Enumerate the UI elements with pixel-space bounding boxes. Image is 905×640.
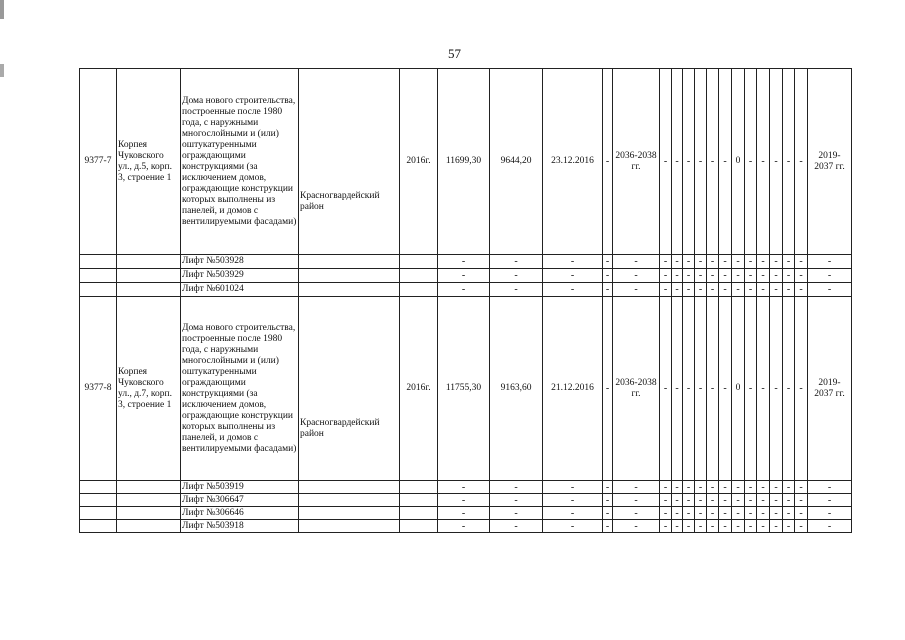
building-district: Красногвардейский район xyxy=(299,69,400,255)
lift-label: Лифт №306646 xyxy=(181,507,299,520)
dash-cell: - xyxy=(490,481,543,494)
zero-value: 0 xyxy=(732,69,745,255)
dash-cell: - xyxy=(683,69,695,255)
dash-cell: - xyxy=(795,255,808,269)
dash-cell: - xyxy=(783,255,795,269)
building-year: 2016г. xyxy=(400,297,438,481)
dash-cell: - xyxy=(707,520,719,533)
building-type: Дома нового строительства, построенные после 1980 года, с наружными многослойными и (или) оштукатуренными ограждающими конструкциями (за исключением домов, ограждающие конструкции которых выполнены из панелей, и домов с вентилируемыми фасадами) xyxy=(181,69,299,255)
plan-period: 2019-2037 гг. xyxy=(808,69,852,255)
empty-cell xyxy=(117,283,181,297)
dash-cell: - xyxy=(719,494,732,507)
dash-cell: - xyxy=(695,269,707,283)
dash-cell: - xyxy=(808,520,852,533)
dash-cell: - xyxy=(795,283,808,297)
dash-cell: - xyxy=(732,520,745,533)
dash-cell: - xyxy=(707,269,719,283)
dash-cell: - xyxy=(757,255,770,269)
commission-date: 23.12.2016 xyxy=(543,69,603,255)
housing-register-table xyxy=(79,68,852,533)
dash-cell: - xyxy=(745,481,757,494)
dash-cell: - xyxy=(770,297,783,481)
dash-cell: - xyxy=(695,494,707,507)
empty-cell xyxy=(400,507,438,520)
dash-cell: - xyxy=(695,255,707,269)
dash-cell: - xyxy=(732,507,745,520)
dash-cell: - xyxy=(783,269,795,283)
dash-cell: - xyxy=(808,283,852,297)
dash-cell: - xyxy=(613,283,660,297)
building-year: 2016г. xyxy=(400,69,438,255)
dash-cell: - xyxy=(719,255,732,269)
dash-cell: - xyxy=(672,69,683,255)
empty-cell xyxy=(299,283,400,297)
lift-row xyxy=(80,507,852,520)
dash-cell: - xyxy=(660,297,672,481)
empty-cell xyxy=(299,507,400,520)
dash-cell: - xyxy=(672,283,683,297)
lift-row xyxy=(80,494,852,507)
lift-label: Лифт №503929 xyxy=(181,269,299,283)
lift-row xyxy=(80,520,852,533)
lift-row xyxy=(80,481,852,494)
dash-cell: - xyxy=(490,494,543,507)
dash-cell: - xyxy=(660,481,672,494)
dash-cell: - xyxy=(603,283,613,297)
dash-cell: - xyxy=(745,255,757,269)
dash-cell: - xyxy=(438,255,490,269)
dash-cell: - xyxy=(745,507,757,520)
dash-cell: - xyxy=(795,269,808,283)
dash-cell: - xyxy=(795,520,808,533)
lift-label: Лифт №503918 xyxy=(181,520,299,533)
dash-cell: - xyxy=(672,269,683,283)
dash-cell: - xyxy=(490,507,543,520)
dash-cell: - xyxy=(783,69,795,255)
lift-label: Лифт №306647 xyxy=(181,494,299,507)
building-address: Корпея Чуковского ул., д.7, корп. 3, строение 1 xyxy=(117,297,181,481)
dash-cell: - xyxy=(719,69,732,255)
dash-cell: - xyxy=(707,481,719,494)
dash-cell: - xyxy=(732,481,745,494)
dash-cell: - xyxy=(770,269,783,283)
dash-cell: - xyxy=(695,283,707,297)
dash-cell: - xyxy=(757,520,770,533)
dash-cell: - xyxy=(745,520,757,533)
empty-cell xyxy=(80,481,117,494)
dash-cell: - xyxy=(795,297,808,481)
empty-cell xyxy=(299,494,400,507)
dash-cell: - xyxy=(438,269,490,283)
dash-cell: - xyxy=(732,494,745,507)
lift-row xyxy=(80,269,852,283)
building-row xyxy=(80,69,852,255)
building-id: 9377-7 xyxy=(80,69,117,255)
dash-cell: - xyxy=(795,494,808,507)
dash-cell: - xyxy=(732,283,745,297)
empty-cell xyxy=(117,481,181,494)
dash-cell: - xyxy=(808,255,852,269)
dash-cell: - xyxy=(672,520,683,533)
dash-cell: - xyxy=(543,494,603,507)
dash-cell: - xyxy=(745,297,757,481)
building-address: Корпея Чуковского ул., д.5, корп. 3, строение 1 xyxy=(117,69,181,255)
dash-cell: - xyxy=(672,507,683,520)
dash-cell: - xyxy=(613,269,660,283)
dash-cell: - xyxy=(683,269,695,283)
dash-cell: - xyxy=(438,283,490,297)
lift-row xyxy=(80,283,852,297)
dash-cell: - xyxy=(707,283,719,297)
empty-cell xyxy=(80,494,117,507)
empty-cell xyxy=(117,520,181,533)
dash-cell: - xyxy=(707,69,719,255)
dash-cell: - xyxy=(770,494,783,507)
dash-cell: - xyxy=(707,494,719,507)
dash-cell: - xyxy=(438,494,490,507)
dash-cell: - xyxy=(660,494,672,507)
empty-cell xyxy=(117,269,181,283)
dash-cell: - xyxy=(603,269,613,283)
dash-cell: - xyxy=(683,481,695,494)
dash-cell: - xyxy=(770,283,783,297)
dash-cell: - xyxy=(490,520,543,533)
dash-cell: - xyxy=(683,283,695,297)
empty-cell xyxy=(80,255,117,269)
dash-cell: - xyxy=(672,494,683,507)
dash-cell: - xyxy=(783,283,795,297)
area-total: 11755,30 xyxy=(438,297,490,481)
dash-cell: - xyxy=(770,255,783,269)
lift-label: Лифт №503928 xyxy=(181,255,299,269)
dash-cell: - xyxy=(603,255,613,269)
dash-cell: - xyxy=(770,507,783,520)
dash-cell: - xyxy=(695,69,707,255)
dash-cell: - xyxy=(683,520,695,533)
dash-cell: - xyxy=(757,283,770,297)
dash-cell: - xyxy=(660,507,672,520)
empty-cell xyxy=(80,520,117,533)
dash-cell: - xyxy=(757,269,770,283)
dash-cell: - xyxy=(808,507,852,520)
dash-cell: - xyxy=(707,255,719,269)
dash-cell: - xyxy=(695,520,707,533)
dash-cell: - xyxy=(613,481,660,494)
dash-cell: - xyxy=(795,481,808,494)
dash-cell: - xyxy=(770,69,783,255)
empty-cell xyxy=(400,494,438,507)
dash-cell: - xyxy=(808,494,852,507)
lift-label: Лифт №601024 xyxy=(181,283,299,297)
repair-period: 2036-2038 гг. xyxy=(613,297,660,481)
dash-cell: - xyxy=(543,269,603,283)
dash-cell: - xyxy=(603,507,613,520)
dash-cell: - xyxy=(695,507,707,520)
dash-cell: - xyxy=(795,69,808,255)
dash-cell: - xyxy=(438,481,490,494)
empty-cell xyxy=(117,255,181,269)
empty-cell xyxy=(117,507,181,520)
dash-cell: - xyxy=(543,481,603,494)
empty-cell xyxy=(80,283,117,297)
dash-cell: - xyxy=(603,69,613,255)
empty-cell xyxy=(299,269,400,283)
empty-cell xyxy=(299,520,400,533)
dash-cell: - xyxy=(603,297,613,481)
plan-period: 2019-2037 гг. xyxy=(808,297,852,481)
dash-cell: - xyxy=(707,507,719,520)
building-row xyxy=(80,297,852,481)
dash-cell: - xyxy=(719,283,732,297)
dash-cell: - xyxy=(732,269,745,283)
dash-cell: - xyxy=(719,507,732,520)
dash-cell: - xyxy=(783,494,795,507)
dash-cell: - xyxy=(543,283,603,297)
commission-date: 21.12.2016 xyxy=(543,297,603,481)
dash-cell: - xyxy=(757,494,770,507)
dash-cell: - xyxy=(438,520,490,533)
dash-cell: - xyxy=(543,507,603,520)
area-living: 9644,20 xyxy=(490,69,543,255)
building-district: Красногвардейский район xyxy=(299,297,400,481)
dash-cell: - xyxy=(660,269,672,283)
dash-cell: - xyxy=(490,283,543,297)
dash-cell: - xyxy=(490,269,543,283)
dash-cell: - xyxy=(543,255,603,269)
dash-cell: - xyxy=(719,520,732,533)
dash-cell: - xyxy=(757,297,770,481)
dash-cell: - xyxy=(660,69,672,255)
dash-cell: - xyxy=(543,520,603,533)
dash-cell: - xyxy=(808,481,852,494)
dash-cell: - xyxy=(672,481,683,494)
dash-cell: - xyxy=(707,297,719,481)
dash-cell: - xyxy=(490,255,543,269)
empty-cell xyxy=(400,269,438,283)
dash-cell: - xyxy=(683,297,695,481)
dash-cell: - xyxy=(683,494,695,507)
dash-cell: - xyxy=(745,283,757,297)
dash-cell: - xyxy=(613,520,660,533)
dash-cell: - xyxy=(695,297,707,481)
zero-value: 0 xyxy=(732,297,745,481)
dash-cell: - xyxy=(683,255,695,269)
dash-cell: - xyxy=(660,520,672,533)
dash-cell: - xyxy=(603,481,613,494)
scan-edge-mark xyxy=(0,0,4,640)
dash-cell: - xyxy=(770,481,783,494)
area-living: 9163,60 xyxy=(490,297,543,481)
dash-cell: - xyxy=(719,269,732,283)
dash-cell: - xyxy=(783,297,795,481)
dash-cell: - xyxy=(660,283,672,297)
dash-cell: - xyxy=(795,507,808,520)
dash-cell: - xyxy=(783,507,795,520)
dash-cell: - xyxy=(672,255,683,269)
dash-cell: - xyxy=(660,255,672,269)
dash-cell: - xyxy=(719,481,732,494)
empty-cell xyxy=(80,269,117,283)
dash-cell: - xyxy=(438,507,490,520)
dash-cell: - xyxy=(783,520,795,533)
lift-label: Лифт №503919 xyxy=(181,481,299,494)
dash-cell: - xyxy=(613,255,660,269)
dash-cell: - xyxy=(672,297,683,481)
empty-cell xyxy=(299,255,400,269)
dash-cell: - xyxy=(719,297,732,481)
repair-period: 2036-2038 гг. xyxy=(613,69,660,255)
dash-cell: - xyxy=(808,269,852,283)
dash-cell: - xyxy=(613,494,660,507)
building-id: 9377-8 xyxy=(80,297,117,481)
empty-cell xyxy=(400,283,438,297)
dash-cell: - xyxy=(757,69,770,255)
dash-cell: - xyxy=(683,507,695,520)
dash-cell: - xyxy=(745,69,757,255)
building-type: Дома нового строительства, построенные после 1980 года, с наружными многослойными и (или) оштукатуренными ограждающими конструкциями (за исключением домов, ограждающие конструкции которых выполнены из панелей, и домов с вентилируемыми фасадами) xyxy=(181,297,299,481)
empty-cell xyxy=(400,520,438,533)
dash-cell: - xyxy=(613,507,660,520)
empty-cell xyxy=(299,481,400,494)
dash-cell: - xyxy=(603,494,613,507)
empty-cell xyxy=(400,481,438,494)
area-total: 11699,30 xyxy=(438,69,490,255)
empty-cell xyxy=(117,494,181,507)
dash-cell: - xyxy=(770,520,783,533)
dash-cell: - xyxy=(745,494,757,507)
dash-cell: - xyxy=(695,481,707,494)
dash-cell: - xyxy=(783,481,795,494)
dash-cell: - xyxy=(745,269,757,283)
dash-cell: - xyxy=(603,520,613,533)
dash-cell: - xyxy=(757,481,770,494)
page-number: 57 xyxy=(448,46,461,61)
empty-cell xyxy=(400,255,438,269)
dash-cell: - xyxy=(757,507,770,520)
lift-row xyxy=(80,255,852,269)
empty-cell xyxy=(80,507,117,520)
dash-cell: - xyxy=(732,255,745,269)
